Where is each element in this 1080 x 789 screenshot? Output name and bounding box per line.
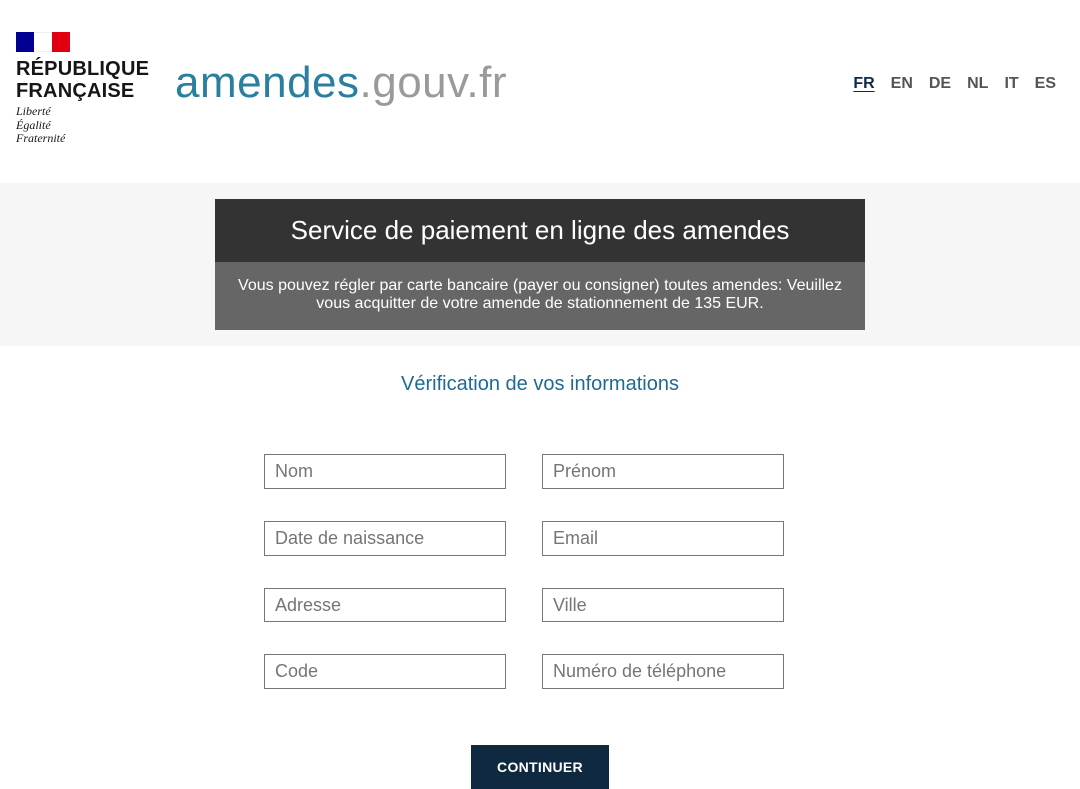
nom-input[interactable] xyxy=(264,454,506,489)
prenom-input[interactable] xyxy=(542,454,784,489)
language-link-de[interactable]: DE xyxy=(928,75,952,92)
language-selector xyxy=(853,74,1056,94)
ville-input[interactable] xyxy=(542,588,784,622)
government-name xyxy=(16,58,149,102)
language-link-en[interactable]: EN xyxy=(890,75,913,92)
service-description: Vous pouvez régler par carte bancaire (payer ou consigner) toutes amendes: Veuillez vous acquitter de votre amende de stationnement de 135 EUR. xyxy=(215,262,865,330)
date-naissance-input[interactable] xyxy=(264,521,506,556)
site-logo-domain: .gouv.fr xyxy=(359,58,507,107)
language-link-it[interactable]: IT xyxy=(1004,75,1019,92)
code-input[interactable] xyxy=(264,654,506,689)
form-title: Vérification de vos informations xyxy=(401,373,679,395)
flag-blue-band xyxy=(16,32,34,52)
government-name-line1: RÉPUBLIQUE xyxy=(16,58,150,80)
motto-line3: Fraternité xyxy=(16,131,66,145)
motto-line2: Égalité xyxy=(16,117,51,132)
language-link-nl[interactable]: NL xyxy=(967,75,989,92)
language-link-fr[interactable]: FR xyxy=(853,75,875,92)
government-motto xyxy=(16,105,65,146)
government-name-line2: FRANÇAISE xyxy=(16,80,135,102)
flag-red-band xyxy=(52,32,70,52)
site-logo-link[interactable] xyxy=(175,58,507,108)
adresse-input[interactable] xyxy=(264,588,506,622)
telephone-input[interactable] xyxy=(542,654,784,689)
site-header xyxy=(0,0,1080,183)
service-title: Service de paiement en ligne des amendes xyxy=(215,199,865,262)
language-link-es[interactable]: ES xyxy=(1034,75,1056,92)
flag-white-band xyxy=(34,32,52,52)
site-logo-main: amendes xyxy=(175,58,360,107)
email-input[interactable] xyxy=(542,521,784,556)
continue-button[interactable]: CONTINUER xyxy=(471,745,609,789)
french-flag-icon xyxy=(16,32,70,52)
motto-line1: Liberté xyxy=(16,104,51,118)
